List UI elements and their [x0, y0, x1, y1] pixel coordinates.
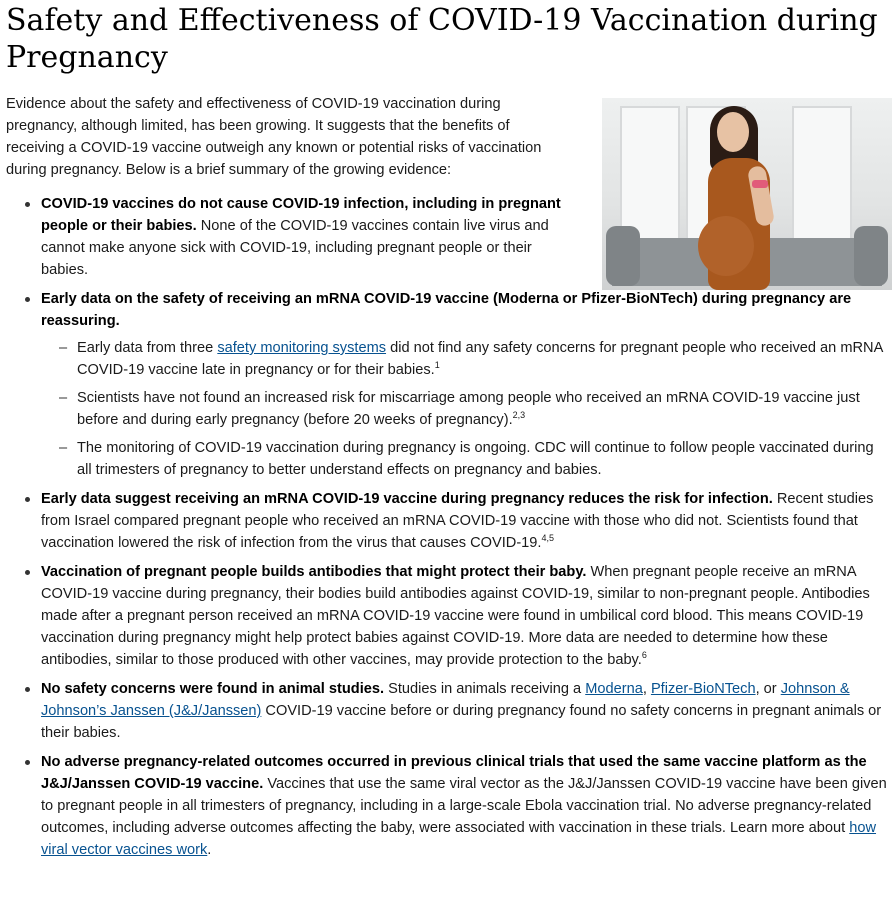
janssen-link[interactable]: Johnson & Johnson’s Janssen (J&J/Janssen)	[41, 681, 850, 719]
list-item	[6, 193, 571, 281]
sub-list-item	[41, 437, 887, 481]
pfizer-biontech-link[interactable]: Pfizer-BioNTech	[650, 681, 756, 697]
bullet-heading: Vaccination of pregnant people builds antibodies that might protect their baby.	[41, 564, 587, 580]
sub-text: Scientists have not found an increased risk for miscarriage among people who received an mRNA COVID-19 vaccine just before and during early pregnancy (before 20 weeks of pregnancy).	[77, 390, 860, 428]
intro-paragraph: Evidence about the safety and effectiveness of COVID-19 vaccination during pregnancy, although limited, has been growing. It suggests that the benefits of receiving a COVID-19 vaccine outweigh any known or potential risks of vaccination during pregnancy. Below is a brief summary of the growing evidence:	[6, 96, 542, 178]
bullet-text: When pregnant people receive an mRNA COVID-19 vaccine during pregnancy, their bodies build antibodies against COVID-19, similar to non-pregnant people. Antibodies made after a pregnant person received an mRNA COVID-19 vaccine were found in umbilical cord blood. This means COVID-19 vaccination during pregnancy might help protect babies against COVID-19. More data are needed to determine how these antibodies, similar to those produced with other vaccines, may provide protection to the baby.	[41, 564, 870, 668]
list-item	[6, 678, 887, 744]
bullet-text: Recent studies from Israel compared pregnant people who received an mRNA COVID-19 vaccine with those who did not. Scientists found that vaccination lowered the risk of infection from the virus that causes COVID-19.	[41, 491, 874, 551]
safety-monitoring-systems-link[interactable]: safety monitoring systems	[217, 340, 387, 356]
evidence-list	[6, 193, 887, 861]
sub-text: did not find any safety concerns for pregnant people who received an mRNA COVID-19 vaccine late in pregnancy or for their babies.	[77, 340, 883, 378]
list-item	[6, 488, 887, 554]
list-item	[6, 288, 887, 481]
bullet-text: Vaccines that use the same viral vector as the J&J/Janssen COVID-19 vaccine have been given to pregnant people in all trimesters of pregnancy, including in a large-scale Ebola vaccination trial. No adverse pregnancy-related outcomes, including adverse outcomes affecting the baby, were associated with vaccination in these trials. Learn more about	[41, 776, 887, 836]
belly-decoration	[698, 216, 754, 276]
page-title: Safety and Effectiveness of COVID-19 Vaccination during Pregnancy	[6, 3, 878, 75]
bullet-heading: No adverse pregnancy-related outcomes occurred in previous clinical trials that used the same vaccine platform as the J&J/Janssen COVID-19 vaccine.	[41, 754, 867, 792]
sofa-arm-decoration	[606, 226, 640, 286]
footnote-ref: 1	[434, 360, 440, 371]
bullet-text: None of the COVID-19 vaccines contain live virus and cannot make anyone sick with COVID-19, including pregnant people or their babies.	[41, 218, 549, 278]
separator: , or	[755, 681, 781, 697]
viral-vector-vaccines-link[interactable]: how viral vector vaccines work	[41, 820, 877, 858]
separator: ,	[642, 681, 651, 697]
sub-list	[41, 337, 887, 481]
list-item	[6, 751, 887, 861]
footnote-ref: 6	[641, 650, 647, 661]
sub-list-item	[41, 387, 887, 431]
article	[0, 2, 893, 917]
bullet-text: COVID-19 vaccine before or during pregnancy found no safety concerns in pregnant animals or their babies.	[41, 703, 882, 741]
bullet-heading: Early data suggest receiving an mRNA COVID-19 vaccine during pregnancy reduces the risk for infection.	[41, 491, 773, 507]
footnote-ref: 2,3	[512, 410, 526, 421]
bullet-heading: Early data on the safety of receiving an mRNA COVID-19 vaccine (Moderna or Pfizer-BioNTech) during pregnancy are reassuring.	[41, 291, 852, 329]
bullet-text: Studies in animals receiving a	[384, 681, 586, 697]
sub-text: The monitoring of COVID-19 vaccination during pregnancy is ongoing. CDC will continue to follow people vaccinated during all trimesters of pregnancy to better understand effects on pregnancy and babies.	[77, 440, 874, 478]
bandage-icon	[752, 180, 768, 188]
bullet-heading: COVID-19 vaccines do not cause COVID-19 infection, including in pregnant people or their babies.	[41, 196, 561, 234]
list-item	[6, 561, 887, 671]
sub-text: Early data from three	[77, 340, 218, 356]
pregnant-woman-photo	[602, 98, 892, 290]
bullet-text: .	[207, 842, 212, 858]
sofa-arm-decoration	[854, 226, 888, 286]
window-decoration	[792, 106, 852, 250]
sub-list-item	[41, 337, 887, 381]
bullet-heading: No safety concerns were found in animal studies.	[41, 681, 385, 697]
moderna-link[interactable]: Moderna	[585, 681, 643, 697]
footnote-ref: 4,5	[541, 533, 554, 544]
face-decoration	[717, 112, 749, 152]
